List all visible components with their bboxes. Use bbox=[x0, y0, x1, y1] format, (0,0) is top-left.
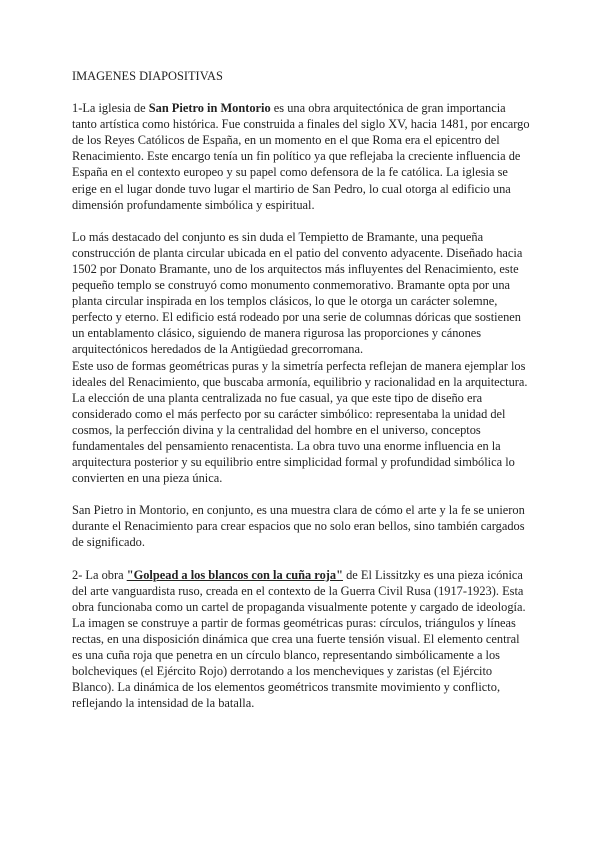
section1-p1-rest: es una obra arquitectónica de gran importancia tanto artística como histórica. Fue construida a finales del siglo XV, hacia 1481, por encargo de los Reyes Católicos de España, en un momento en el que Roma era el epicentro del Renacimiento. Este encargo tenía un fin político ya que reflejaba la creciente influencia de España en el contexto europeo y su papel como defensora de la fe católica. La iglesia se erige en el lugar donde tuvo lugar el martirio de San Pedro, lo cual otorga al edificio una dimensión profundamente simbólica y espiritual. bbox=[72, 101, 530, 212]
section1-p1-prefix: 1-La iglesia de bbox=[72, 101, 149, 116]
section1-paragraph4: San Pietro in Montorio, en conjunto, es una muestra clara de cómo el arte y la fe se unieron durante el Renacimiento para crear espacios que no solo eran bellos, sino también cargados de significado. bbox=[72, 503, 525, 550]
section1-paragraph1 bbox=[72, 100, 532, 213]
section2-p1-prefix: 2- La obra bbox=[72, 567, 127, 582]
section2-p1-rest: de El Lissitzky es una pieza icónica del arte vanguardista ruso, creada en el contexto de la Guerra Civil Rusa (1917-1923). Esta obra funcionaba como un cartel de propaganda visualmente potente y cargado de ideología. La imagen se construye a partir de formas geométricas puras: círculos, triángulos y líneas rectas, en una disposición dinámica que crea una fuerte tensión visual. El elemento central es una cuña roja que penetra en un círculo blanco, representando simbólicamente a los bolcheviques (el Ejército Rojo) derrotando a los mencheviques y zaristas (el Ejército Blanco). La dinámica de los elementos geométricos transmite movimiento y conflicto, reflejando la intensidad de la batalla. bbox=[72, 567, 526, 711]
section1-paragraph2: Lo más destacado del conjunto es sin duda el Tempietto de Bramante, una pequeña construcción de planta circular ubicada en el patio del convento adyacente. Diseñado hacia 1502 por Donato Bramante, uno de los arquitectos más influyentes del Renacimiento, este pequeño templo se construyó como monumento conmemorativo. Bramante opta por una planta circular inspirada en los templos clásicos, lo que le otorga un carácter solemne, perfecto y eterno. El edificio está rodeado por una serie de columnas dóricas que sostienen un entablamento clásico, siguiendo de manera rigurosa las proporciones y cánones arquitectónicos heredados de la Antigüedad grecorromana. bbox=[72, 229, 523, 357]
document-page bbox=[72, 68, 532, 711]
document-title: IMAGENES DIAPOSITIVAS bbox=[72, 69, 223, 83]
church-name: San Pietro in Montorio bbox=[148, 101, 271, 116]
section1-paragraph3: Este uso de formas geométricas puras y la simetría perfecta reflejan de manera ejemplar los ideales del Renacimiento, que buscaba armonía, equilibrio y racionalidad en la arquitectura. La elección de una planta centralizada no fue casual, ya que este tipo de diseño era considerado como el más perfecto por su carácter simbólico: representaba la unidad del cosmos, la perfección divina y la centralidad del hombre en el universo, conceptos fundamentales del pensamiento renacentista. La obra tuvo una enorme influencia en la arquitectura posterior y su equilibrio entre simplicidad formal y profundidad simbólica lo convierten en una pieza única. bbox=[72, 358, 528, 486]
artwork-title-link[interactable]: "Golpead a los blancos con la cuña roja" bbox=[126, 567, 343, 582]
section2-paragraph1 bbox=[72, 567, 532, 712]
